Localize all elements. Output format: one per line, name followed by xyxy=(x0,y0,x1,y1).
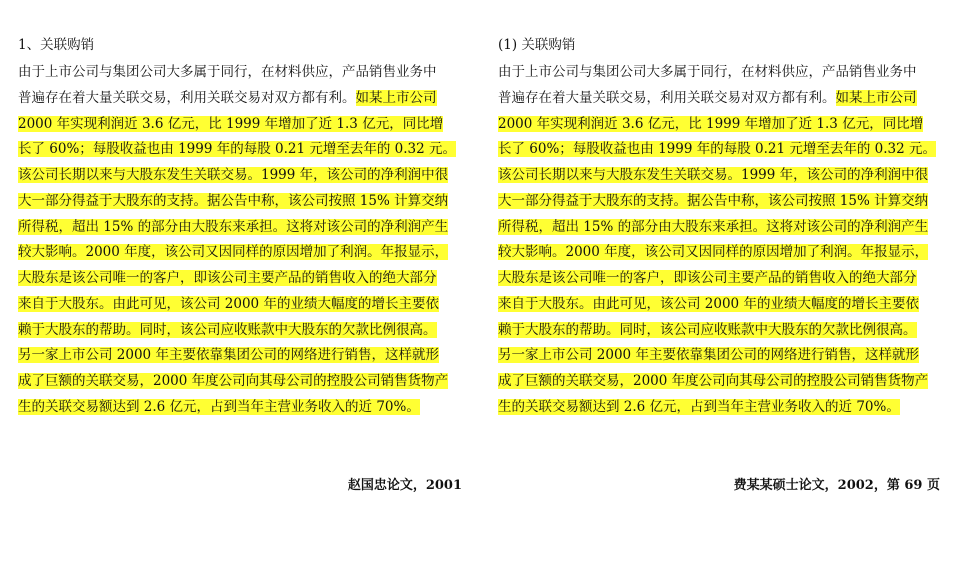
left-body-paragraph xyxy=(18,60,464,421)
left-highlighted-text: 如某上市公司 2000 年实现利润近 3.6 亿元，比 1999 年增加了近 1.3 亿元，同比增 长了 60%；每股收益也由 1999 年的每股 0.21 元增至去年的 0.32 元。 该公司长期以来与大股东发生关联交易。1999 年，该公司的净利润中很 大一部分得益于大股东的支持。据公告中称，该公司按照 15% 计算交纳 所得税，超出 15% 的部分由大股东来承担。这将对该公司的净利润产生 较大影响。2000 年度，该公司又因同样的原因增加了利润。年报显示， 大股东是该公司唯一的客户，即该公司主要产品的销售收入的绝大部分 来自于大股东。由此可见，该公司 2000 年的业绩大幅度的增长主要依 赖于大股东的帮助。同时，该公司应收账款中大股东的欠款比例很高。 另一家上市公司 2000 年主要依靠集团公司的网络进行销售，这样就形 成了巨额的关联交易，2000 年度公司向其母公司的控股公司销售货物产 生的关联交易额达到 2.6 亿元，占到当年主营业务收入的近 70%。 xyxy=(18,89,457,415)
right-document-column xyxy=(498,34,944,421)
left-citation: 赵国忠论文，2001 xyxy=(347,478,462,493)
left-section-heading: 1、关联购销 xyxy=(18,37,95,53)
right-highlighted-text: 如某上市公司 2000 年实现利润近 3.6 亿元，比 1999 年增加了近 1.3 亿元，同比增 长了 60%；每股收益也由 1999 年的每股 0.21 元增至去年的 0.32 元。 该公司长期以来与大股东发生关联交易。1999 年，该公司的净利润中很 大一部分得益于大股东的支持。据公告中称，该公司按照 15% 计算交纳 所得税，超出 15% 的部分由大股东来承担。这将对该公司的净利润产生 较大影响。2000 年度，该公司又因同样的原因增加了利润。年报显示， 大股东是该公司唯一的客户，即该公司主要产品的销售收入的绝大部分 来自于大股东。由此可见，该公司 2000 年的业绩大幅度的增长主要依 赖于大股东的帮助。同时，该公司应收账款中大股东的欠款比例很高。 另一家上市公司 2000 年主要依靠集团公司的网络进行销售，这样就形 成了巨额的关联交易，2000 年度公司向其母公司的控股公司销售货物产 生的关联交易额达到 2.6 亿元，占到当年主营业务收入的近 70%。 xyxy=(498,89,937,415)
left-plain-text: 由于上市公司与集团公司大多属于同行，在材料供应，产品销售业务中 普遍存在着大量关联交易，利用关联交易对双方都有利。 xyxy=(18,64,437,106)
right-citation: 费某某硕士论文，2002，第 69 页 xyxy=(733,478,940,493)
right-section-heading: (1) 关联购销 xyxy=(498,37,576,53)
right-plain-text: 由于上市公司与集团公司大多属于同行，在材料供应，产品销售业务中 普遍存在着大量关联交易，利用关联交易对双方都有利。 xyxy=(498,64,917,106)
left-document-column xyxy=(18,34,464,421)
right-body-paragraph xyxy=(498,60,944,421)
